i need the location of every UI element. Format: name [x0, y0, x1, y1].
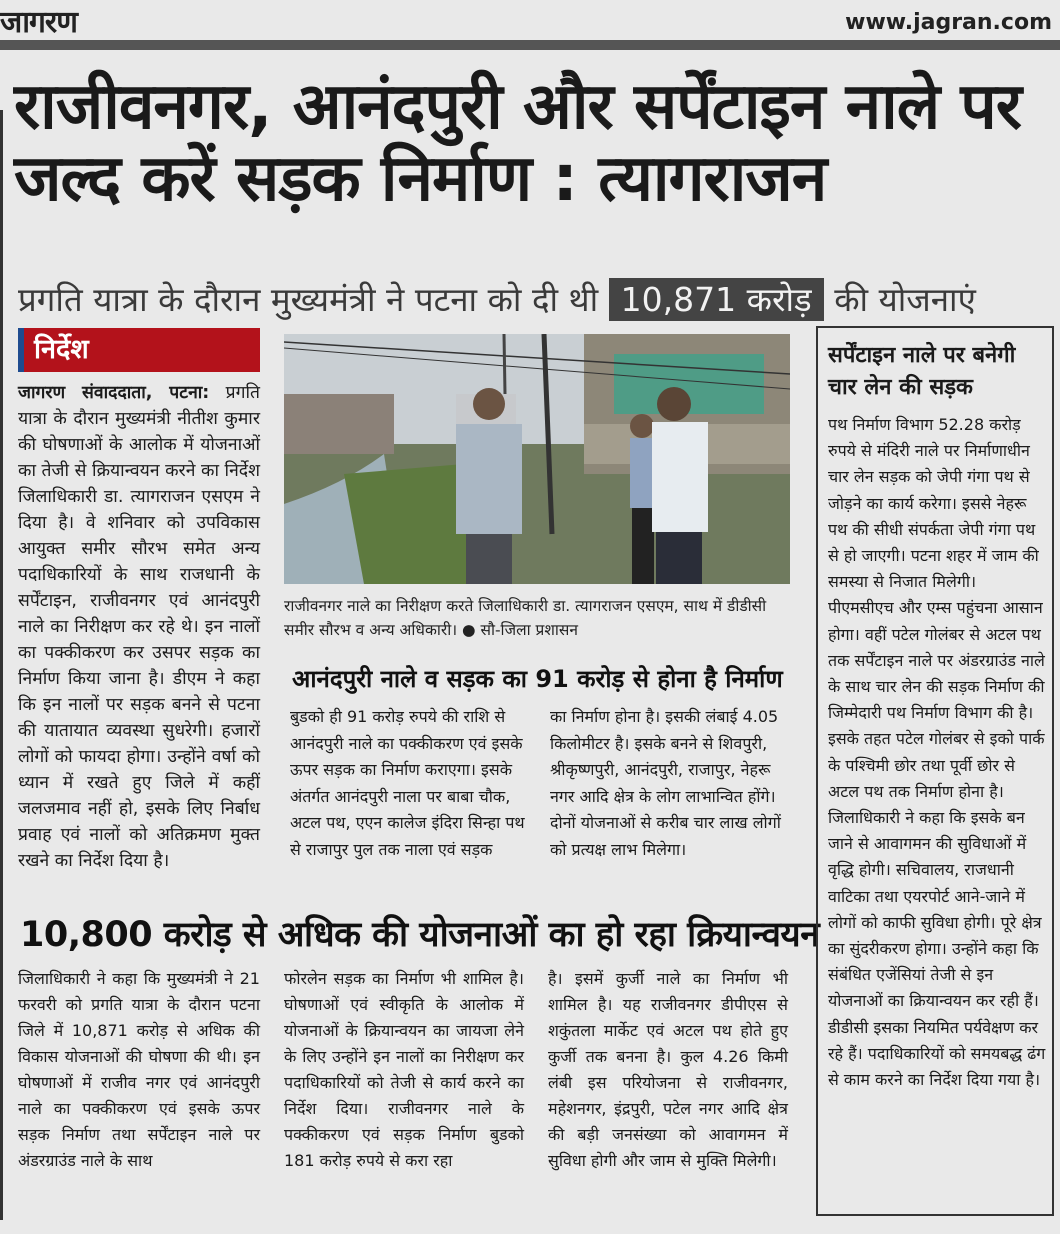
subheadline-before: प्रगति यात्रा के दौरान मुख्यमंत्री ने पटना को दी थी — [18, 280, 599, 319]
subheadline-after: की योजनाएं — [834, 280, 976, 319]
section2-column2: फोरलेन सड़क का निर्माण भी शामिल है। घोषणाओं एवं स्वीकृति के आलोक में योजनाओं के क्रियान्वयन का जायजा लेने के लिए उन्होंने इन नालों का निरीक्षण कर पदाधिकारियों को तेजी से कार्य करने का निर्देश दिया। राजीवनगर नाले के पक्कीकरण एवं सड़क निर्माण बुडको 181 करोड़ रुपये से करा रहा — [284, 969, 524, 1170]
photo-illustration — [284, 334, 790, 584]
headline: राजीवनगर, आनंदपुरी और सर्पेंटाइन नाले पर जल्द करें सड़क निर्माण : त्यागराजन — [14, 70, 1021, 216]
news-photo — [284, 334, 790, 584]
masthead-logo: जागरण — [0, 5, 77, 40]
left-column-text: प्रगति यात्रा के दौरान मुख्यमंत्री नीतीश कुमार की घोषणाओं के आलोक में योजनाओं का तेजी से क्रियान्वयन करने का निर्देश जिलाधिकारी डा. त्यागराजन एसएम ने दिया है। वे शनिवार को उपविकास आयुक्त समीर सौरभ समेत अन्य पदाधिकारियों के साथ राजधानी के सर्पेंटाइन, राजीवनगर एवं आनंदपुरी नाले का निरीक्षण कर रहे थे। इन नालों का पक्कीकरण कर उसपर सड़क का निर्माण किया जाना है। डीएम ने कहा कि इन नालों पर सड़क बनने से पटना की यातायात व्यवस्था सुधरेगी। हजारों लोगों को फायदा होगा। उन्होंने वर्षा को ध्यान में रखते हुए जिले में कहीं जलजमाव नहीं हो, इसके लिए निर्बाध प्रवाह एवं नालों को अतिक्रमण मुक्त रखने का निर्देश दिया है। — [18, 383, 260, 871]
section2-column1: जिलाधिकारी ने कहा कि मुख्यमंत्री ने 21 फरवरी को प्रगति यात्रा के दौरान पटना जिले में 10,871 करोड़ से अधिक की विकास योजनाओं की घोषणा की थी। इन घोषणाओं में राजीव नगर एवं आनंदपुरी नाले का पक्कीकरण एवं इसके ऊपर सड़क निर्माण तथा सर्पेंटाइन नाले पर अंडरग्राउंड नाले के साथ — [18, 969, 260, 1170]
left-column — [18, 380, 260, 874]
section-badge: निर्देश — [18, 328, 260, 372]
section1-heading: आनंदपुरी नाले व सड़क का 91 करोड़ से होना है निर्माण — [292, 665, 783, 693]
section2-column3: है। इसमें कुर्जी नाले का निर्माण भी शामिल है। यह राजीवनगर डीपीएस से शकुंतला मार्केट एवं अटल पथ होते हुए कुर्जी तक बनना है। कुल 4.26 किमी लंबी इस परियोजना से राजीवनगर, महेशनगर, इंद्रपुरी, पटेल नगर आदि क्षेत्र की बड़ी जनसंख्या को आवागमन में सुविधा होगी और जाम से मुक्ति मिलेगी। — [548, 969, 788, 1170]
section2-heading: 10,800 करोड़ से अधिक की योजनाओं का हो रहा क्रियान्वयन — [20, 915, 820, 955]
subheadline-highlight: 10,871 करोड़ — [609, 278, 824, 321]
photo-caption: राजीवनगर नाले का निरीक्षण करते जिलाधिकारी डा. त्यागराजन एसएम, साथ में डीडीसी समीर सौरभ व अन्य अधिकारी। ● सौ-जिला प्रशासन — [284, 597, 767, 639]
section1-column1: बुडको ही 91 करोड़ रुपये की राशि से आनंदपुरी नाले का पक्कीकरण एवं इसके ऊपर सड़क का निर्माण कराएगा। इसके अंतर्गत आनंदपुरी नाला पर बाबा चौक, अटल पथ, एएन कालेज इंदिरा सिन्हा पथ से राजापुर पुल तक नाला एवं सड़क — [290, 707, 525, 859]
sidebar-heading: सर्पेंटाइन नाले पर बनेगी चार लेन की सड़क — [828, 343, 1016, 400]
subheadline — [18, 276, 1058, 324]
top-rule — [0, 40, 1060, 50]
masthead-url: www.jagran.com — [845, 10, 1052, 35]
section1-column2: का निर्माण होना है। इसकी लंबाई 4.05 किलोमीटर है। इसके बनने से शिवपुरी, श्रीकृष्णपुरी, आनंदपुरी, राजापुर, नेहरू नगर आदि क्षेत्र के लोग लाभान्वित होंगे। दोनों योजनाओं से करीब चार लाख लोगों को प्रत्यक्ष लाभ मिलेगा। — [550, 707, 781, 859]
left-rule — [0, 110, 3, 1220]
byline: जागरण संवाददाता, पटना: — [18, 383, 210, 403]
sidebar-text: पथ निर्माण विभाग 52.28 करोड़ रुपये से मंदिरी नाले पर निर्माणाधीन चार लेन सड़क को जेपी गंगा पथ से जोड़ने का कार्य करेगा। इससे नेहरू पथ की सीधी संपर्कता जेपी गंगा पथ से हो जाएगी। पटना शहर में जाम की समस्या से निजात मिलेगी। पीएमसीएच और एम्स पहुंचना आसान होगा। वहीं पटेल गोलंबर से अटल पथ तक सर्पेंटाइन नाले पर अंडरग्राउंड नाले के साथ चार लेन की सड़क निर्माण की जिम्मेदारी पथ निर्माण विभाग की है। इसके तहत पटेल गोलंबर से इको पार्क के पश्चिमी छोर तथा पूर्वी छोर से अटल पथ तक निर्माण होना है। जिलाधिकारी ने कहा कि इसके बन जाने से आवागमन की सुविधाओं में वृद्धि होगी। सचिवालय, राजधानी वाटिका तथा एयरपोर्ट आने-जाने में लोगों को काफी सुविधा होगी। पूरे क्षेत्र का सुंदरीकरण होगा। उन्होंने कहा कि संबंधित एजेंसियां तेजी से इन योजनाओं का क्रियान्वयन कर रही हैं। डीडीसी इसका नियमित पर्यवेक्षण कर रहे हैं। पदाधिकारियों को समयबद्ध ढंग से काम करने का निर्देश दिया गया है। — [828, 415, 1046, 1090]
